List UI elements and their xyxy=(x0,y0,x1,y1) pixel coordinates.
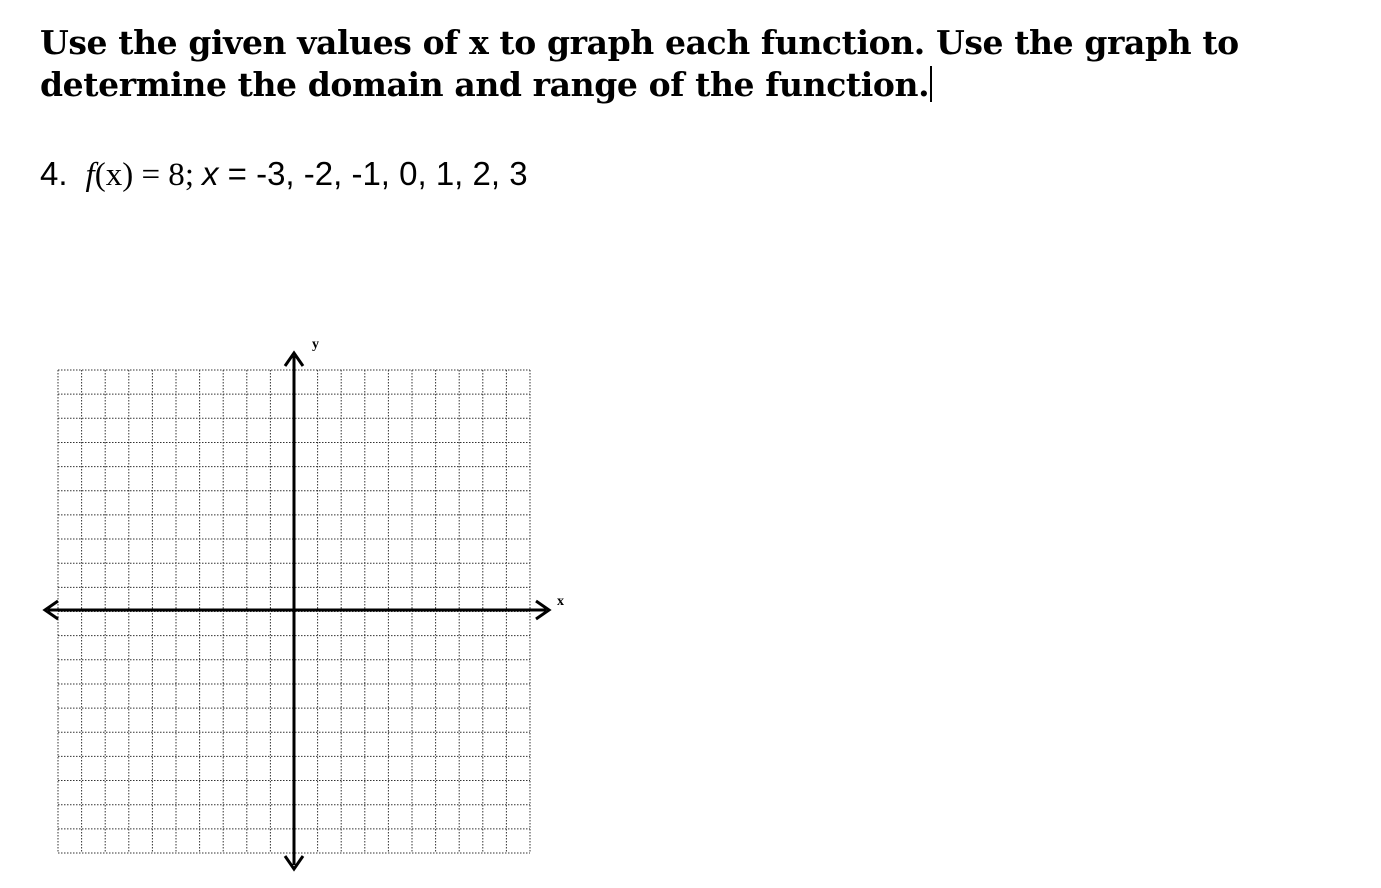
instructions-line-2: determine the domain and range of the function. xyxy=(40,65,930,104)
function-definition xyxy=(86,157,194,193)
function-separator: ; xyxy=(184,157,194,193)
coordinate-grid xyxy=(0,330,600,880)
function-value: = 8 xyxy=(133,157,185,193)
x-variable: x xyxy=(201,155,219,192)
axes xyxy=(45,353,549,869)
instructions xyxy=(40,22,1340,106)
problem-number: 4. xyxy=(40,155,68,192)
y-axis-label: y xyxy=(312,337,319,352)
text-cursor xyxy=(930,66,932,102)
function-argument: (x) xyxy=(94,157,134,193)
x-axis-label: x xyxy=(557,594,564,609)
instructions-line-1: Use the given values of x to graph each function. Use the graph to xyxy=(40,23,1239,62)
function-name: f xyxy=(85,157,95,193)
x-values xyxy=(202,155,528,192)
x-values-list: = -3, -2, -1, 0, 1, 2, 3 xyxy=(218,155,528,192)
problem-4 xyxy=(40,152,528,197)
